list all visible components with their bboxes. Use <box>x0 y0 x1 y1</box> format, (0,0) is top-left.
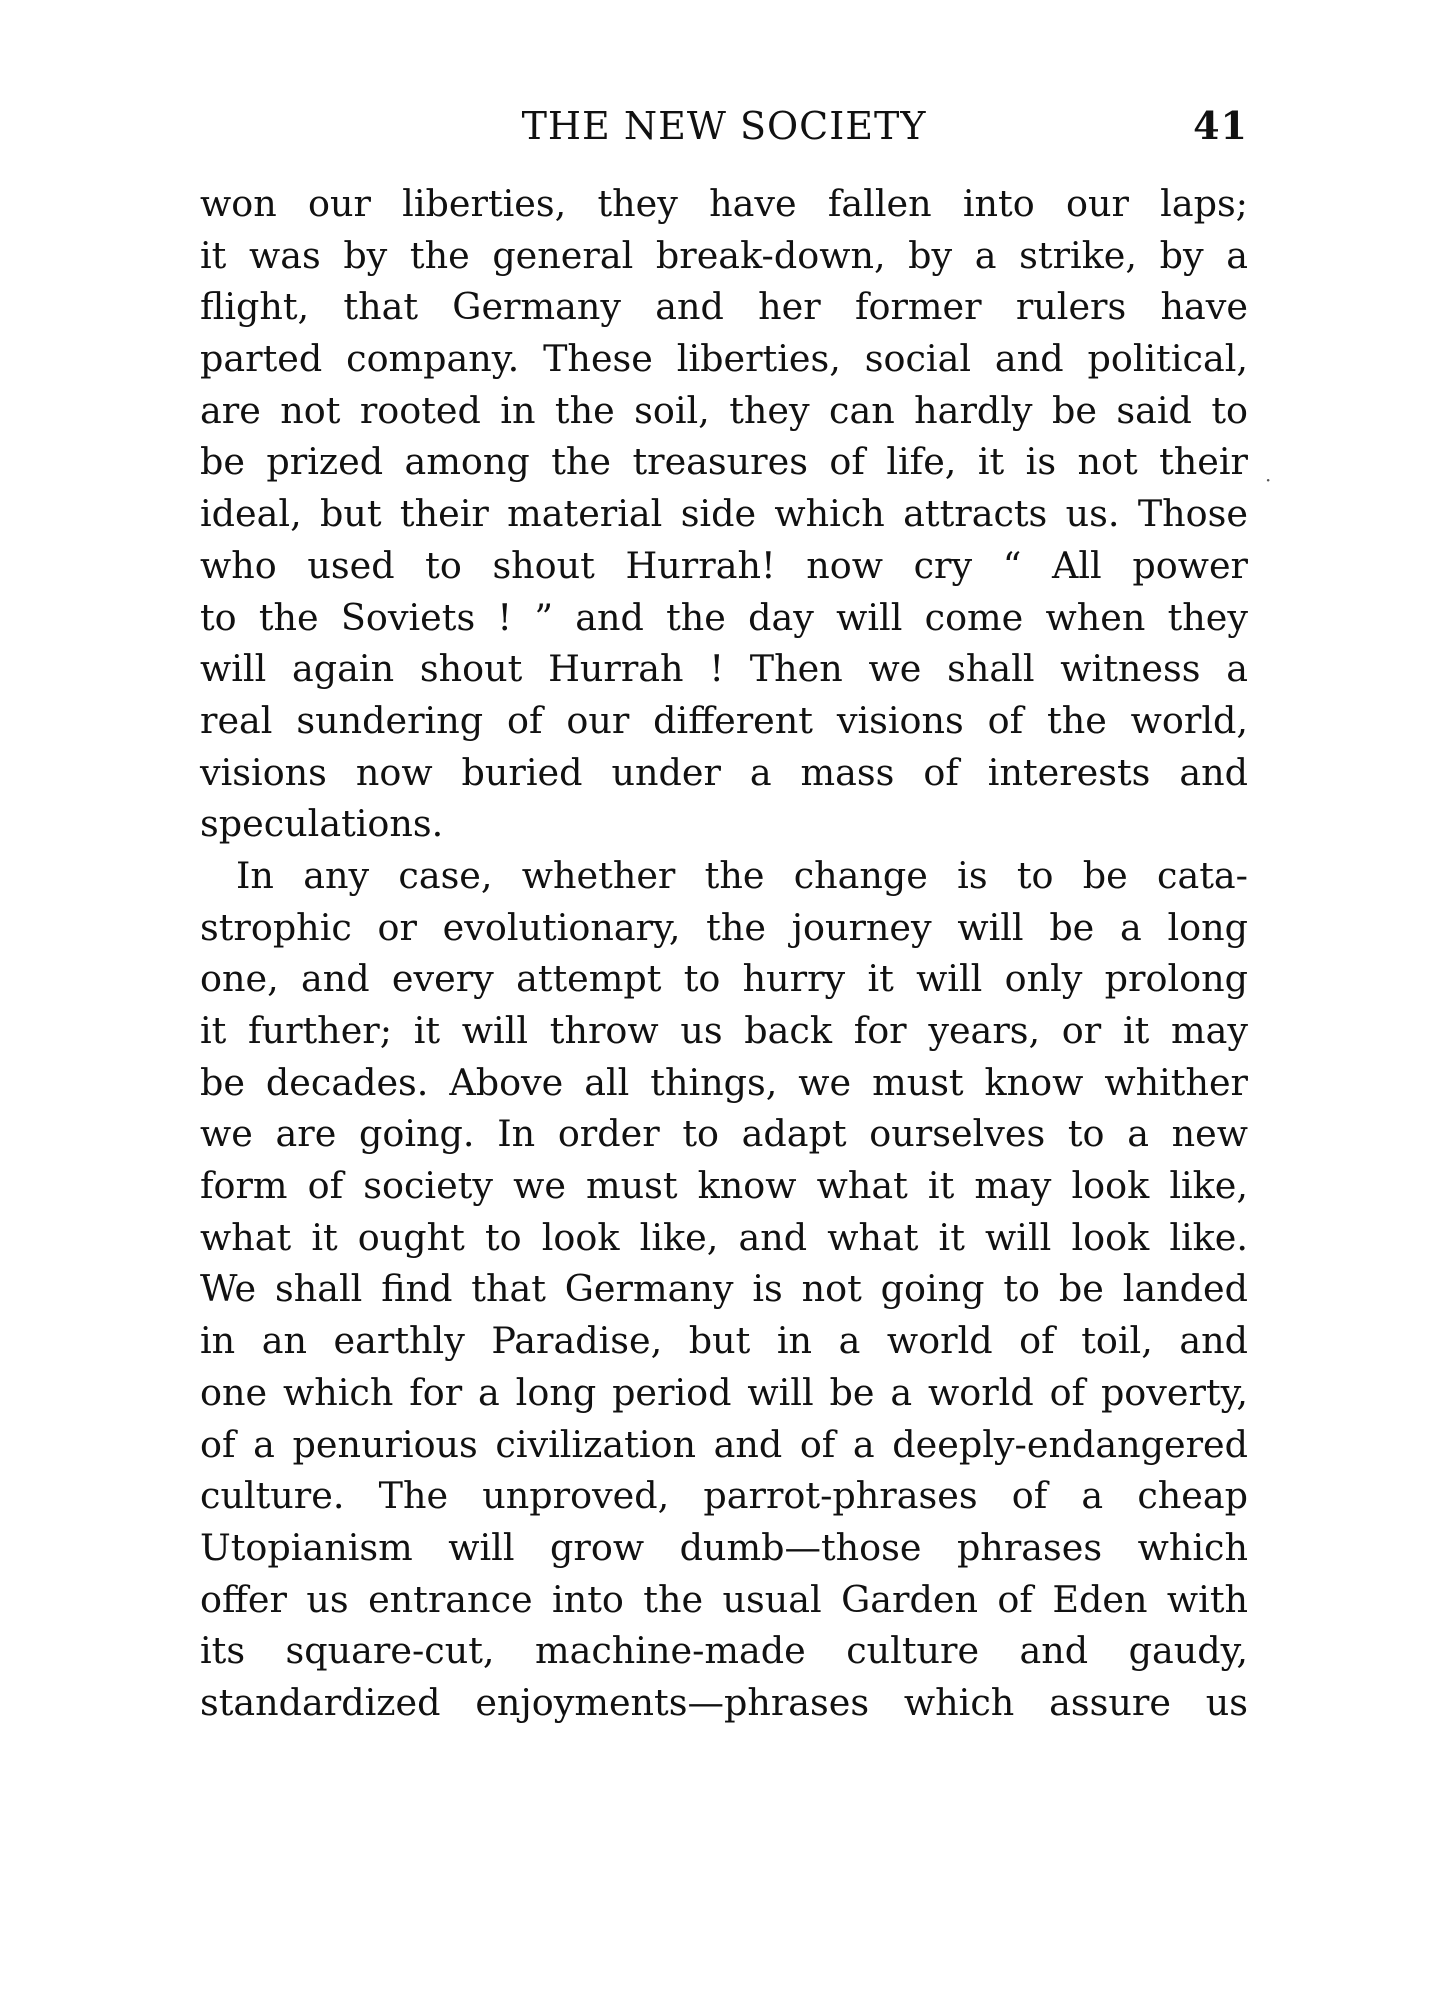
text-line: real sundering of our different visions of the world, <box>200 698 1248 742</box>
text-line: We shall find that Germany is not going to be landed <box>200 1267 1248 1311</box>
text-line: parted company. These liberties, social and political, <box>200 337 1248 381</box>
text-line: it further; it will throw us back for years, or it may <box>200 1009 1248 1052</box>
text-line: what it ought to look like, and what it will look like. <box>200 1215 1248 1259</box>
text-line: who used to shout Hurrah! now cry “ All power <box>200 543 1248 587</box>
text-line: of a penurious civilization and of a deeply-endangered <box>200 1422 1248 1466</box>
text-line: flight, that Germany and her former rulers have <box>200 285 1248 329</box>
text-line: standardized enjoyments—phrases which assure us <box>200 1680 1248 1724</box>
margin-mark: · <box>1265 468 1272 492</box>
text-line: one, and every attempt to hurry it will only prolong <box>200 957 1248 1001</box>
text-line-paragraph-end: speculations. <box>200 802 444 846</box>
text-line: one which for a long period will be a world of poverty, <box>200 1370 1248 1414</box>
text-line: visions now buried under a mass of interests and <box>200 750 1248 794</box>
body-text <box>200 178 1248 1729</box>
text-line: will again shout Hurrah ! Then we shall witness a <box>200 647 1248 691</box>
text-line-paragraph-start: In any case, whether the change is to be cata- <box>236 853 1248 897</box>
text-line: in an earthly Paradise, but in a world of toil, and <box>200 1319 1248 1363</box>
text-line: its square-cut, machine-made culture and gaudy, <box>200 1629 1248 1673</box>
text-line: ideal, but their material side which attracts us. Those <box>200 492 1248 536</box>
text-line: strophic or evolutionary, the journey will be a long <box>200 905 1248 949</box>
text-line: be prized among the treasures of life, it is not their <box>200 440 1248 484</box>
text-line: Utopianism will grow dumb—those phrases which <box>200 1525 1248 1569</box>
text-line: to the Soviets ! ” and the day will come when they <box>200 595 1248 639</box>
running-title: THE NEW SOCIETY <box>521 104 927 148</box>
text-line: offer us entrance into the usual Garden of Eden with <box>200 1577 1248 1621</box>
text-line: culture. The unproved, parrot-phrases of a cheap <box>200 1474 1248 1518</box>
text-line: form of society we must know what it may look like, <box>200 1164 1248 1208</box>
running-header <box>200 96 1248 156</box>
text-line: be decades. Above all things, we must know whither <box>200 1060 1248 1104</box>
text-line: we are going. In order to adapt ourselves to a new <box>200 1112 1248 1156</box>
text-line: it was by the general break-down, by a strike, by a <box>200 233 1248 277</box>
page-number: 41 <box>1193 103 1248 148</box>
text-line: won our liberties, they have fallen into our laps; <box>200 182 1248 225</box>
text-line: are not rooted in the soil, they can hardly be said to <box>200 388 1248 432</box>
